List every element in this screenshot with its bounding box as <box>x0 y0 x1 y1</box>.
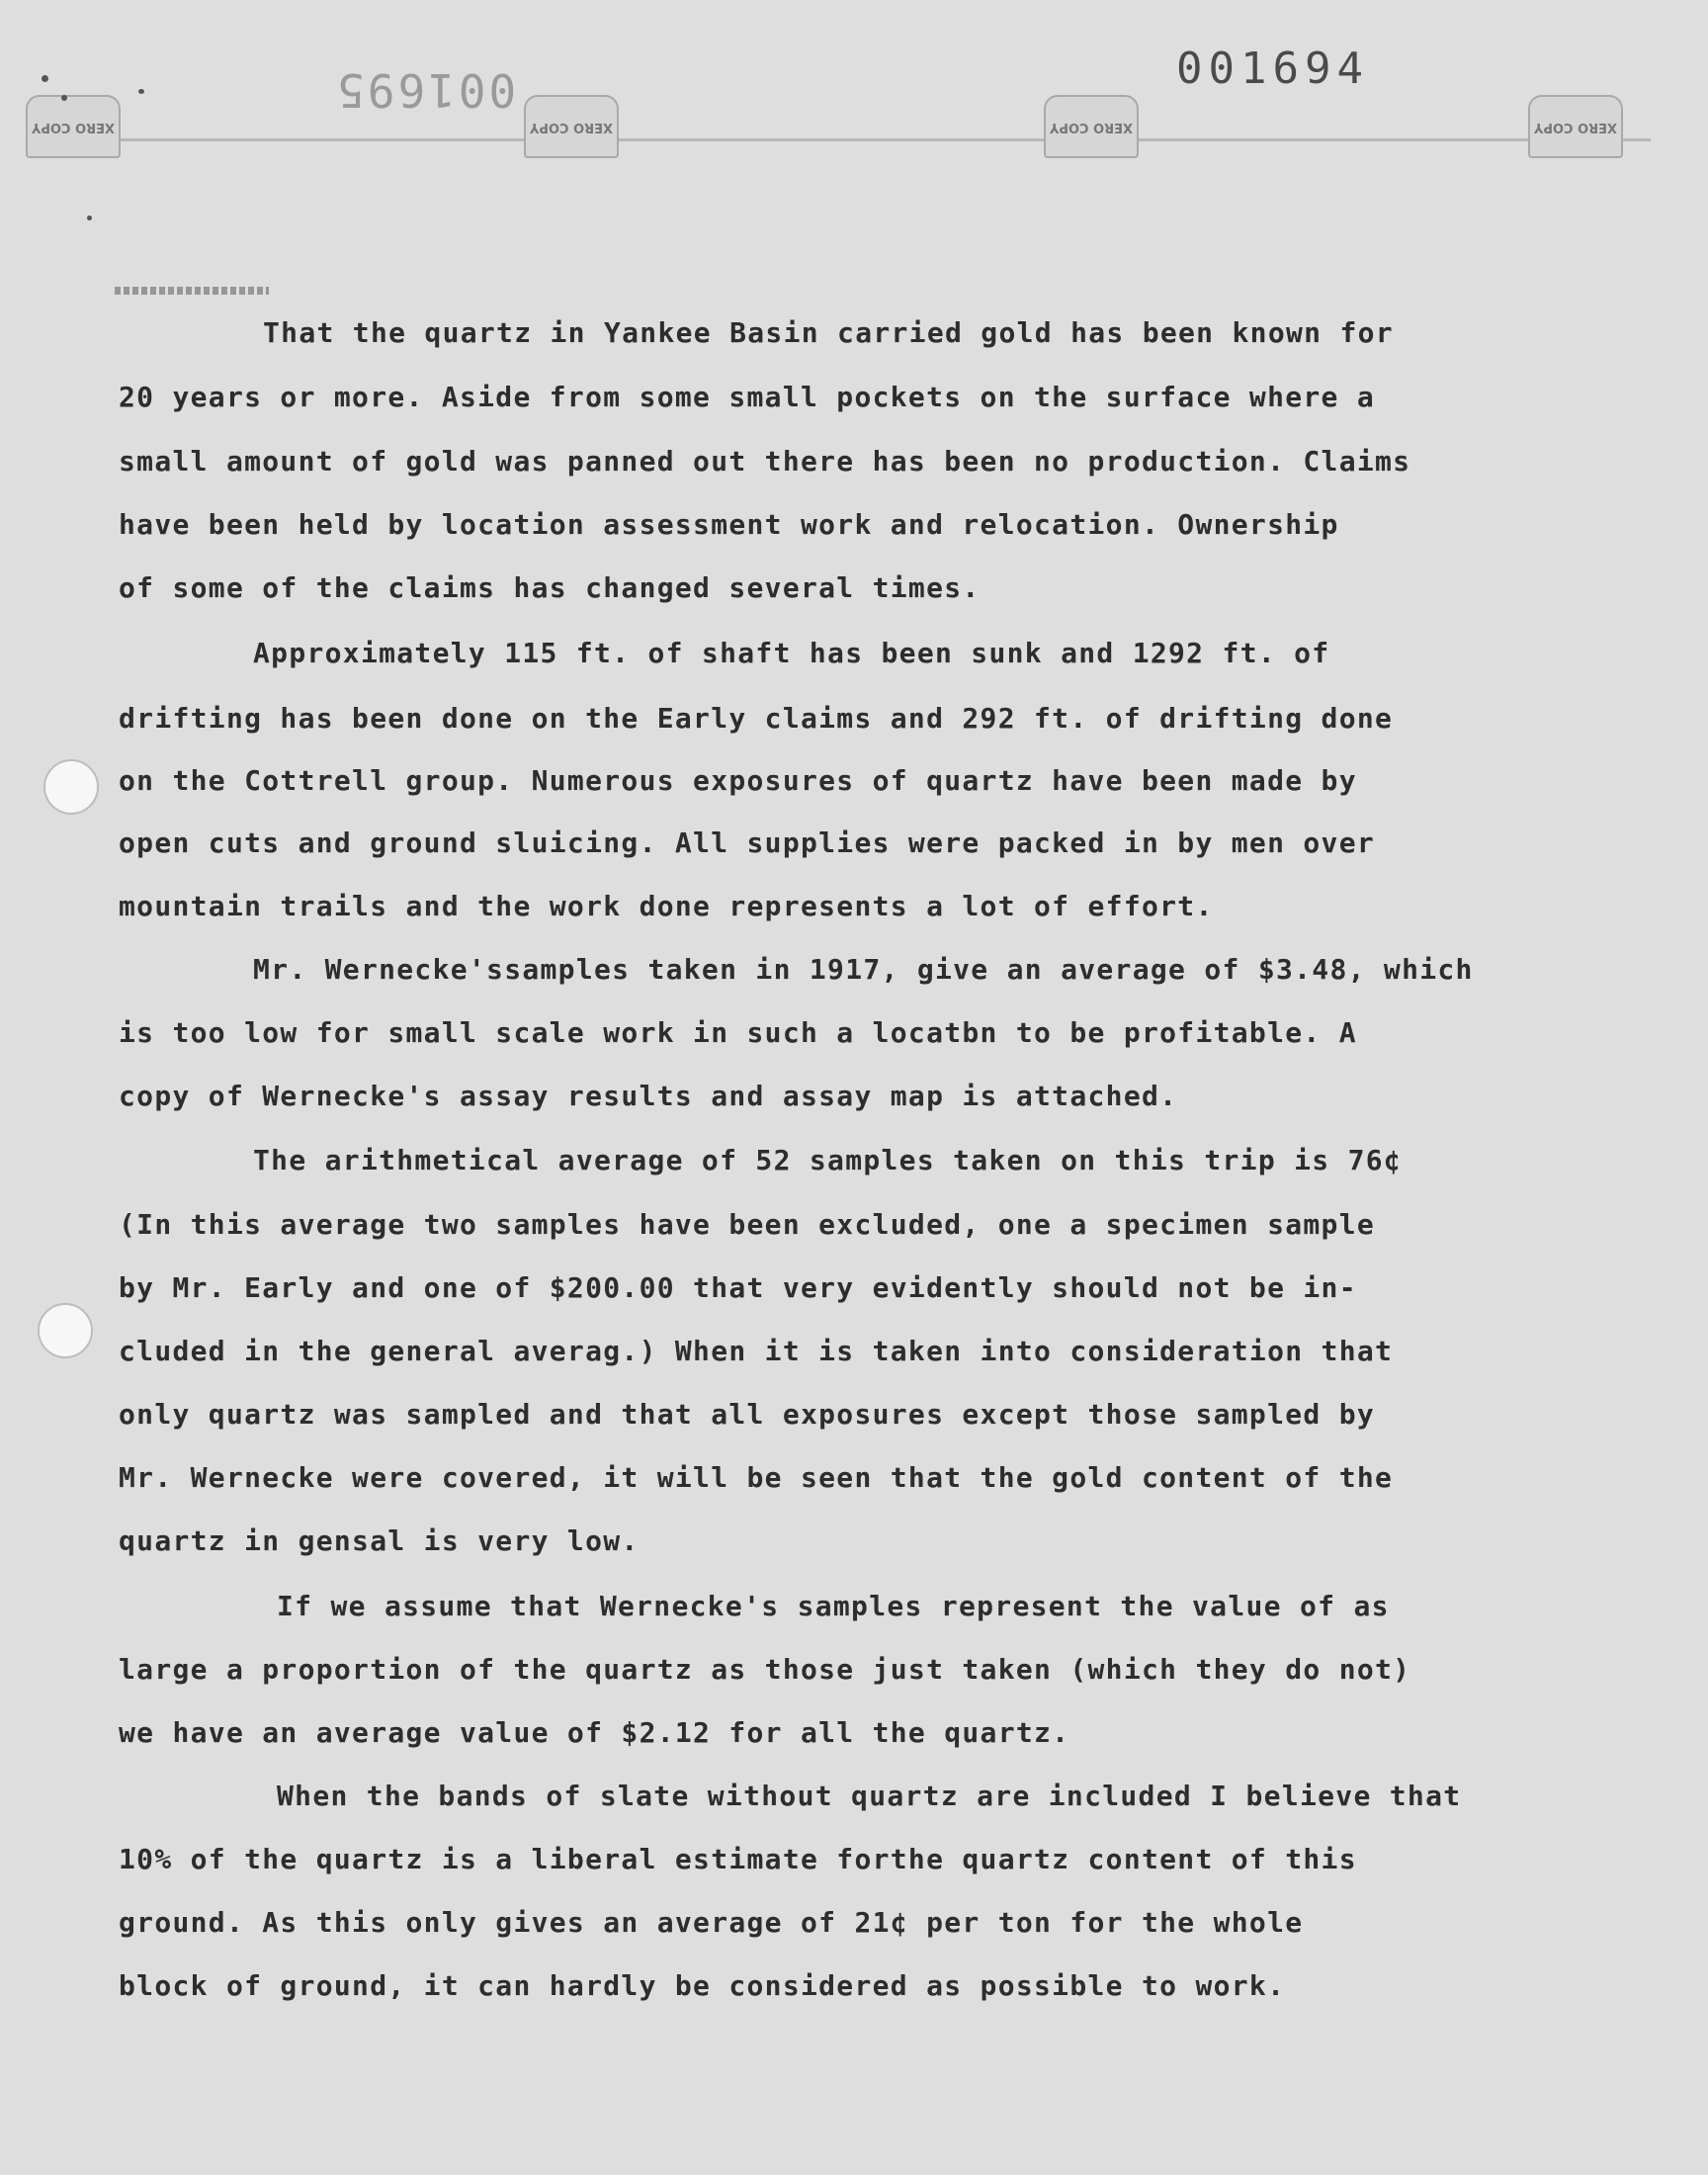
text-line: block of ground, it can hardly be considered as possible to work. <box>119 1969 1286 2002</box>
text-line: That the quartz in Yankee Basin carried gold has been known for <box>263 316 1394 349</box>
text-line: Mr. Wernecke'ssamples taken in 1917, give an average of $3.48, which <box>253 953 1474 986</box>
text-line: If we assume that Wernecke's samples represent the value of as <box>277 1590 1390 1622</box>
text-line: 10% of the quartz is a liberal estimate forthe quartz content of this <box>119 1843 1357 1875</box>
text-line: large a proportion of the quartz as those just taken (which they do not) <box>119 1653 1411 1686</box>
xero-tab-label: XERO COPY <box>31 120 116 134</box>
text-line: Mr. Wernecke were covered, it will be seen that the gold content of the <box>119 1461 1394 1494</box>
text-line: small amount of gold was panned out there has been no production. Claims <box>119 445 1411 478</box>
xero-tab-label: XERO COPY <box>1533 120 1618 134</box>
text-line: The arithmetical average of 52 samples taken on this trip is 76¢ <box>253 1144 1403 1176</box>
text-line: drifting has been done on the Early claims and 292 ft. of drifting done <box>119 702 1394 735</box>
page-number: 001694 <box>1176 44 1369 94</box>
text-line: When the bands of slate without quartz are included I believe that <box>277 1780 1462 1812</box>
text-line: by Mr. Early and one of $200.00 that very evidently should not be in- <box>119 1271 1357 1304</box>
text-line: ground. As this only gives an average of 21¢ per ton for the whole <box>119 1906 1304 1939</box>
xero-copy-tab <box>1528 95 1623 158</box>
speck-mark <box>138 89 144 94</box>
punch-hole <box>38 1303 93 1358</box>
text-line: of some of the claims has changed several times. <box>119 571 981 604</box>
text-line: Approximately 115 ft. of shaft has been sunk and 1292 ft. of <box>253 637 1330 669</box>
xero-copy-tab <box>26 95 121 158</box>
punch-hole <box>43 759 99 815</box>
xero-copy-tab <box>524 95 619 158</box>
xero-tab-label: XERO COPY <box>1049 120 1134 134</box>
text-line: only quartz was sampled and that all exposures except those sampled by <box>119 1398 1376 1431</box>
text-line: have been held by location assessment work and relocation. Ownership <box>119 508 1339 541</box>
speck-mark <box>61 95 67 101</box>
text-line: cluded in the general averag.) When it is taken into consideration that <box>119 1335 1394 1367</box>
text-line: 20 years or more. Aside from some small pockets on the surface where a <box>119 381 1376 413</box>
text-line: (In this average two samples have been excluded, one a specimen sample <box>119 1208 1376 1241</box>
speck-mark <box>87 216 92 220</box>
ghost-page-number: 001695 <box>334 63 517 117</box>
text-line: mountain trails and the work done represents a lot of effort. <box>119 890 1214 922</box>
copy-edge-rule <box>30 138 1651 141</box>
text-line: is too low for small scale work in such a locatbn to be profitable. A <box>119 1016 1357 1049</box>
text-line: quartz in gensal is very low. <box>119 1524 640 1557</box>
text-line: open cuts and ground sluicing. All supplies were packed in by men over <box>119 826 1376 859</box>
text-line: copy of Wernecke's assay results and assay map is attached. <box>119 1080 1178 1112</box>
xero-copy-tab <box>1044 95 1139 158</box>
marginal-mark <box>115 287 269 295</box>
speck-mark <box>42 75 48 82</box>
text-line: we have an average value of $2.12 for all the quartz. <box>119 1716 1070 1749</box>
xero-tab-label: XERO COPY <box>529 120 614 134</box>
text-line: on the Cottrell group. Numerous exposures of quartz have been made by <box>119 764 1357 797</box>
